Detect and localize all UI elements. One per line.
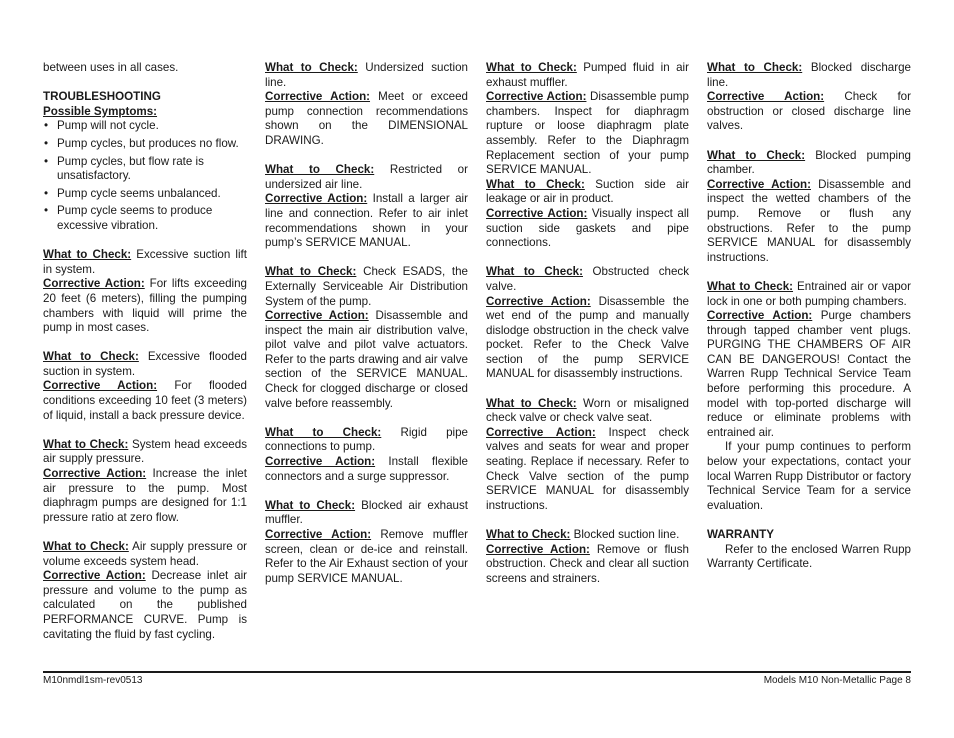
action-label: Corrective Action: <box>486 294 591 308</box>
check-label: What to Check: <box>265 163 375 177</box>
troubleshooting-entry <box>43 438 247 526</box>
check-text: Blocked suction line. <box>570 528 680 541</box>
check-label: What to Check: <box>486 265 583 279</box>
check-label: What to Check: <box>43 350 139 364</box>
symptom-item: • Pump cycle seems to produce excessive vibration. <box>43 204 247 233</box>
column-3 <box>486 61 689 586</box>
check-label: What to Check: <box>265 498 356 512</box>
check-text: Check ESADS, the Externally Serviceable Air Distribution System of the pump. <box>265 265 468 308</box>
symptom-item: • Pump will not cycle. <box>43 119 247 134</box>
contact-paragraph: If your pump continues to perform below your expectations, contact your local Warren Rupp Distributor or factory Technical Service Team for a service evaluation. <box>707 440 911 512</box>
action-text: Decrease inlet air pressure and volume to the pump as calculated on the published PERFORMANCE CURVE. Pump is cavitating the fluid by fast cycling. <box>43 569 248 641</box>
action-text: Disassemble pump chambers. Inspect for diaphragm rupture or loose diaphragm plate assembly. Refer to the Diaphragm Replacement section of your pump SERVICE MANUAL. <box>486 90 690 177</box>
warranty-text: Refer to the enclosed Warren Rupp Warranty Certificate. <box>707 542 911 571</box>
check-label: What to Check: <box>707 61 803 74</box>
action-label: Corrective Action: <box>43 467 147 481</box>
action-text: Meet or exceed pump connection recommendations shown on the DIMENSIONAL DRAWING. <box>265 90 468 147</box>
troubleshooting-entry <box>486 265 689 382</box>
check-label: What to Check: <box>486 528 571 541</box>
check-label: What to Check: <box>486 396 577 410</box>
troubleshooting-entry <box>265 426 468 484</box>
action-text: Disassemble the wet end of the pump and manually dislodge obstruction in the check valve pocket. Refer to the Check Valve section of the pump SERVICE MANUAL for disassembly instructions. <box>486 294 689 381</box>
action-text: Visually inspect all suction side gaskets and pipe connections. <box>486 206 689 250</box>
check-text: System head exceeds air supply pressure. <box>43 437 247 466</box>
check-text: Blocked discharge line. <box>707 61 911 89</box>
check-label: What to Check: <box>707 148 806 162</box>
symptom-item: • Pump cycle seems unbalanced. <box>43 187 247 202</box>
symptom-item: • Pump cycles, but produces no flow. <box>43 137 247 152</box>
troubleshooting-entry <box>707 61 911 134</box>
column-2 <box>265 61 468 586</box>
check-text: Pumped fluid in air exhaust muffler. <box>486 61 689 89</box>
column-1 <box>43 61 247 642</box>
action-text: For flooded conditions exceeding 10 feet (3 meters) of liquid, install a back pressure device. <box>43 379 247 422</box>
warranty-heading: WARRANTY <box>707 528 774 541</box>
action-label: Corrective Action: <box>265 455 376 469</box>
footer-rule <box>43 671 911 673</box>
troubleshooting-entry <box>486 528 689 586</box>
troubleshooting-entry <box>707 280 911 514</box>
action-text: Increase the inlet air pressure to the pump. Most diaphragm pumps are designed for 1:1 pressure ratio at zero flow. <box>43 467 247 524</box>
check-text: Restricted or undersized air line. <box>265 163 468 191</box>
troubleshooting-entry <box>265 499 468 587</box>
check-text: Worn or misaligned check valve or check valve seat. <box>486 396 689 425</box>
check-text: Obstructed check valve. <box>486 265 689 293</box>
footer-doc-code: M10nmdl1sm-rev0513 <box>43 675 143 686</box>
check-text: Entrained air or vapor lock in one or both pumping chambers. <box>707 279 911 308</box>
action-label: Corrective Action: <box>707 177 811 191</box>
check-label: What to Check: <box>265 425 382 439</box>
check-label: What to Check: <box>707 279 794 293</box>
action-text: Purge chambers through tapped chamber vent plugs. PURGING THE CHAMBERS OF AIR CAN BE DANGEROUS! Contact the Warren Rupp Technical Service Team before performing this procedure. A model with top-ported discharge will reduce or eliminate problems with entrained air. <box>707 309 911 439</box>
intro-text: between uses in all cases. <box>43 61 179 74</box>
check-text: Suction side air leakage or air in product. <box>486 177 689 206</box>
check-text: Rigid pipe connections to pump. <box>265 425 468 454</box>
footer-page-label: Models M10 Non-Metallic Page 8 <box>763 675 911 686</box>
action-text: Inspect check valves and seats for wear and proper seating. Replace if necessary. Refer to Check Valve section of the pump SERVICE MANUAL for disassembly instructions. <box>486 425 690 512</box>
action-label: Corrective Action: <box>486 425 596 439</box>
action-label: Corrective Action: <box>265 309 369 323</box>
troubleshooting-entry <box>486 397 689 514</box>
troubleshooting-heading: TROUBLESHOOTING <box>43 90 161 104</box>
check-label: What to Check: <box>43 540 129 553</box>
action-label: Corrective Action: <box>43 569 146 583</box>
possible-symptoms-heading: Possible Symptoms: <box>43 104 158 118</box>
action-text: Install flexible connectors and a surge suppressor. <box>265 455 468 483</box>
symptoms-list <box>43 119 247 233</box>
action-text: Disassemble and inspect the wetted chambers of the pump. Remove or flush any obstructions. Refer to the pump SERVICE MANUAL for disassembly instructions. <box>707 177 911 264</box>
action-text: Remove muffler screen, clean or de-ice and reinstall. Refer to the Air Exhaust section of your pump SERVICE MANUAL. <box>265 528 468 585</box>
check-label: What to Check: <box>43 437 129 451</box>
check-label: What to Check: <box>486 177 585 191</box>
check-label: What to Check: <box>43 248 132 262</box>
action-label: Corrective Action: <box>486 90 587 104</box>
check-text: Blocked pumping chamber. <box>707 148 911 177</box>
troubleshooting-entry <box>486 61 689 251</box>
check-text: Excessive suction lift in system. <box>43 248 247 276</box>
check-text: Undersized suction line. <box>265 61 468 89</box>
check-label: What to Check: <box>265 265 357 279</box>
action-label: Corrective Action: <box>486 206 588 220</box>
troubleshooting-entry <box>43 248 247 336</box>
action-label: Corrective Action: <box>43 277 145 291</box>
action-text: For lifts exceeding 20 feet (6 meters), filling the pumping chambers with liquid will prime the pump in most cases. <box>43 277 247 335</box>
action-label: Corrective Action: <box>265 528 372 541</box>
troubleshooting-entry <box>43 540 247 642</box>
troubleshooting-entry <box>43 350 247 423</box>
column-4 <box>707 61 911 572</box>
symptom-item: • Pump cycles, but flow rate is unsatisfactory. <box>43 155 247 184</box>
troubleshooting-entry <box>265 265 468 411</box>
check-text: Excessive flooded suction in system. <box>43 350 247 378</box>
troubleshooting-entry <box>265 163 468 251</box>
action-text: Disassemble and inspect the main air distribution valve, pilot valve and pilot valve actuators. Refer to the parts drawing and air valve section of the SERVICE MANUAL. Check for clogged discharge or closed valve before reassembly. <box>265 309 468 410</box>
check-text: Blocked air exhaust muffler. <box>265 498 468 527</box>
action-label: Corrective Action: <box>265 90 371 104</box>
action-text: Check for obstruction or closed discharge line valves. <box>707 90 911 133</box>
action-label: Corrective Action: <box>707 90 825 104</box>
action-text: Remove or flush obstruction. Check and clear all suction screens and strainers. <box>486 542 689 585</box>
check-label: What to Check: <box>265 61 358 74</box>
action-label: Corrective Action: <box>265 192 368 206</box>
troubleshooting-entry <box>707 149 911 266</box>
check-label: What to Check: <box>486 61 577 74</box>
troubleshooting-entry <box>265 61 468 149</box>
action-text: Install a larger air line and connection. Refer to air inlet recommendations shown in your pump’s SERVICE MANUAL. <box>265 192 468 250</box>
action-label: Corrective Action: <box>486 542 590 556</box>
action-label: Corrective Action: <box>43 379 158 393</box>
action-label: Corrective Action: <box>707 309 813 323</box>
check-text: Air supply pressure or volume exceeds system head. <box>43 540 247 568</box>
